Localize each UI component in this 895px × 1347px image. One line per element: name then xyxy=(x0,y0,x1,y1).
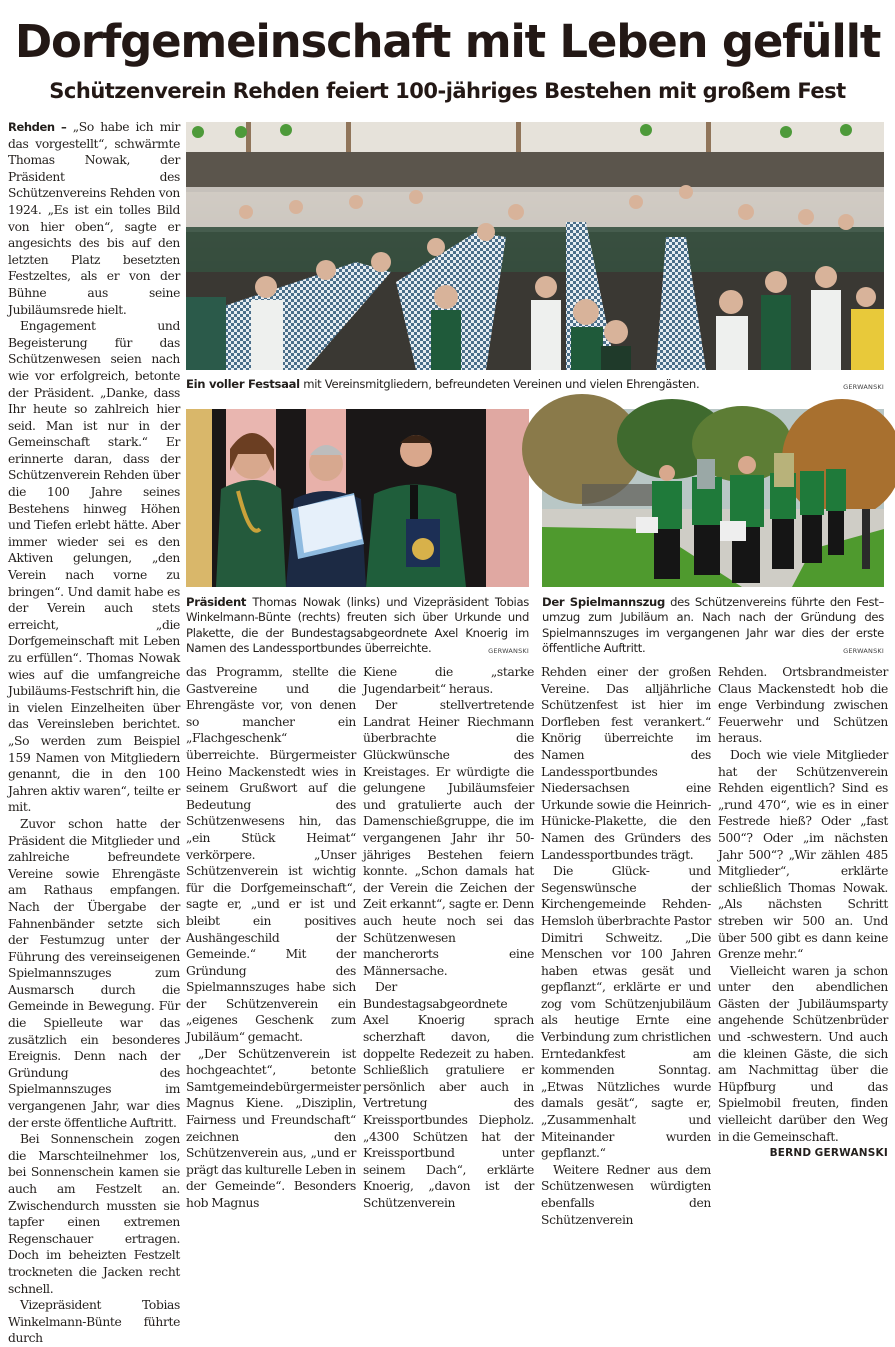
paragraph: Der Bundestagsabgeordnete Axel Knoerig sprach scherzhaft davon, die doppelte Redezeit zu haben. Schließlich gratuliere er persönlich aber auch in Vertretung des Kreissportbundes Diepholz. „4300 Schützen hat der Kreissportbund unter seinem Dach“, erklärte Knoerig, „davon ist der Schützenverein xyxy=(363,980,534,1210)
paragraph: „Der Schützenverein ist hochgeachtet“, betonte Samtgemeindebürgermeister Magnus Kiene. „Disziplin, Fairness und Freundschaft“ zeichnen den Schützenverein aus, „und er prägt das kulturelle Leben in der Gemeinde“. Besonders hob Magnus xyxy=(186,1046,361,1210)
text-column-5 xyxy=(718,664,888,1160)
paragraph: Kiene die „starke Jugendarbeit“ heraus. xyxy=(363,665,534,696)
marching-band-image xyxy=(542,409,884,587)
caption-marching-band: Der Spielmannszug des Schützenvereins führte den Fest–umzug zum Jubiläum an. Nach nach der Gründung des Spielmannszuges im vergangenen Jahr war dies der erste öffentliche Auftritt. GERWANSKI xyxy=(542,595,884,659)
paragraph: Zuvor schon hatte der Präsident die Mitglieder und zahlreiche befreundete Vereine sowie Ehrengäste am Rathaus empfangen. Nach der Übergabe der Fahnenbänder setzte sich der Festumzug unter der Führung des vereinseigenen Spielmannszuges zum Ausmarsch durch die Gemeinde in Bewegung. Für die Spielleute war das zusätzlich ein besonderes Ereignis. Denn nach der Gründung des Spielmannszuges im vergangenen Jahr, war dies der erste öffentliche Auftritt. xyxy=(8,816,180,1130)
photo-festival-hall xyxy=(186,122,884,370)
photo-marching-band xyxy=(542,409,884,587)
paragraph: Die Glück- und Segenswünsche der Kirchengemeinde Rehden-Hemsloh überbrachte Pastor Dimitri Schweitz. „Die Menschen vor 100 Jahren haben etwas gesät und gepflanzt“, erklärte er und zog vom Schützenjubiläum als heutige Ernte eine Verbindung zum christlichen Erntedankfest am kommenden Sonntag. „Etwas Nützliches wurde damals gesät“, sagte er, „Zusammenhalt und Miteinander wurden gepflanzt.“ xyxy=(541,864,711,1161)
paragraph: Vielleicht waren ja schon unter den abendlichen Gästen der Jubiläumsparty angehende Schützenbrüder und -schwestern. Und auch die kleinen Gäste, die sich am Nachmittag über die Hüpfburg und das Spielmobil freuten, finden vielleicht darüber den Weg in die Gemeinschaft. BERND GERWANSKI xyxy=(718,963,888,1146)
photo-credit: GERWANSKI xyxy=(843,646,884,655)
caption-lead: Ein voller Festsaal xyxy=(186,377,300,391)
paragraph: Doch wie viele Mitglieder hat der Schützenverein Rehden eigentlich? Sind es „rund 470“, wie es in einer Festrede hieß? Oder „fast 500“? Oder „im nächsten Jahr 500“? „Wir zählen 485 Mitglieder“, erklärte schließlich Thomas Nowak. „Als nächsten Schritt streben wir 500 an. Und über 500 gibt es dann keine Grenze mehr.“ xyxy=(718,747,888,962)
paragraph: Bei Sonnenschein zogen die Marschteilnehmer los, bei Sonnenschein kamen sie auch am Festzelt an. Zwischendurch mussten sie tapfer einen extremen Regenschauer ertragen. Doch im beheizten Festzelt trockneten die Jacken recht schnell. xyxy=(8,1132,180,1296)
photo-credit: GERWANSKI xyxy=(488,646,529,655)
award-presentation-image xyxy=(186,409,529,587)
paragraph: Der stellvertretende Landrat Heiner Riechmann überbrachte die Glückwünsche des Kreistages. Er würdigte die gelungene Jubiläumsfeier und gratulierte auch der Damenschießgruppe, die im vergangenen Jahr ihr 50-jähriges Bestehen feiern konnte. „Schon damals hat der Verein die Zeichen der Zeit erkannt“, sagte er. Denn auch heute noch sei das Schützenwesen mancherorts eine Männersache. xyxy=(363,698,534,978)
paragraph: Rehden – „So habe ich mir das vorgestellt“, schwärmte Thomas Nowak, der Präsident des Schützenvereins Rehden von 1924. „Es ist ein tolles Bild von hier oben“, sagte er angesichts des bis auf den letzten Platz besetzten Festzeltes, als er von der Bühne aus seine Jubiläumsrede hielt. xyxy=(8,120,180,317)
text-column-4 xyxy=(541,664,711,1227)
photo-award-presentation xyxy=(186,409,529,587)
caption-lead: Präsident xyxy=(186,595,247,609)
caption-award-presentation: Präsident Thomas Nowak (links) und Vizepräsident Tobias Winkelmann-Bünte (rechts) freuten sich über Urkunde und Plakette, die der Bundestagsabgeordnete Axel Knoerig im Namen des Landessportbundes überreichte. GERWANSKI xyxy=(186,595,529,659)
festival-hall-image xyxy=(186,122,884,370)
dateline: Rehden – xyxy=(8,120,67,134)
paragraph: Rehden einer der großen Vereine. Das alljährliche Schützenfest ist hier im Dorfleben fest verankert.“ Knörig überreichte im Namen des Landessportbundes Niedersachsen eine Urkunde sowie die Heinrich-Hünicke-Plakette, die den Namen des Gründers des Landessportbundes trägt. xyxy=(541,665,711,862)
text-column-2 xyxy=(186,664,361,1210)
caption-festival-hall: Ein voller Festsaal mit Vereinsmitgliedern, befreundeten Vereinen und vielen Ehrengästen. GERWANSKI xyxy=(186,377,884,392)
paragraph: Vizepräsident Tobias Winkelmann-Bünte führte durch xyxy=(8,1298,180,1346)
paragraph: Engagement und Begeisterung für das Schützenwesen seien nach wie vor erfolgreich, betonte der Präsident. „Danke, dass Ihr heute so zahlreich hier seid. Man ist nur in der Gemeinschaft stark.“ Er erinnerte daran, dass der Schützenverein Rehden über die 100 Jahre seines Bestehens hinweg Höhen und Tiefen erlebt hätte. Aber immer wieder sei es den Aktiven gelungen, „den Verein nach vorne zu bringen“. Und damit habe es der Verein auch stets erreicht, „die Dorfgemeinschaft mit Leben zu erfüllen“. Thomas Nowak wies auf die umfangreiche Jubiläums-Festschrift hin, die in vielen Einzelheiten über das Vereinsleben berichtet. „So werden zum Beispiel 159 Namen von Mitgliedern genannt, die in den 100 Jahren aktiv waren“, teilte er mit. xyxy=(8,319,180,815)
text-column-3 xyxy=(363,664,534,1210)
paragraph: Weitere Redner aus dem Schützenwesen würdigten ebenfalls den Schützenverein xyxy=(541,1162,711,1227)
paragraph: Rehden. Ortsbrandmeister Claus Mackenstedt hob die enge Verbindung zwischen Feuerwehr und Schützen heraus. xyxy=(718,665,888,746)
paragraph: das Programm, stellte die Gastvereine und die Ehrengäste vor, von denen so mancher ein „Flachgeschenk“ überreichte. Bürgermeister Heino Mackenstedt wies in seinem Grußwort auf die Bedeutung des Schützenwesens hin, das „ein Stück Heimat“ verkörpere. „Unser Schützenverein ist wichtig für die Dorfgemeinschaft“, sagte er, „und er ist und bleibt ein positives Aushängeschild der Gemeinde.“ Mit der Gründung des Spielmannszuges habe sich der Schützenverein ein „eigenes Geschenk zum Jubiläum“ gemacht. xyxy=(186,665,356,1045)
subheadline: Schützenverein Rehden feiert 100-jähriges Bestehen mit großem Fest xyxy=(49,79,846,103)
photo-credit: GERWANSKI xyxy=(843,383,884,391)
caption-lead: Der Spielmannszug xyxy=(542,595,665,609)
text-column-1 xyxy=(8,119,180,1346)
headline: Dorfgemeinschaft mit Leben gefüllt xyxy=(14,15,881,68)
author-byline: BERND GERWANSKI xyxy=(769,1147,888,1160)
